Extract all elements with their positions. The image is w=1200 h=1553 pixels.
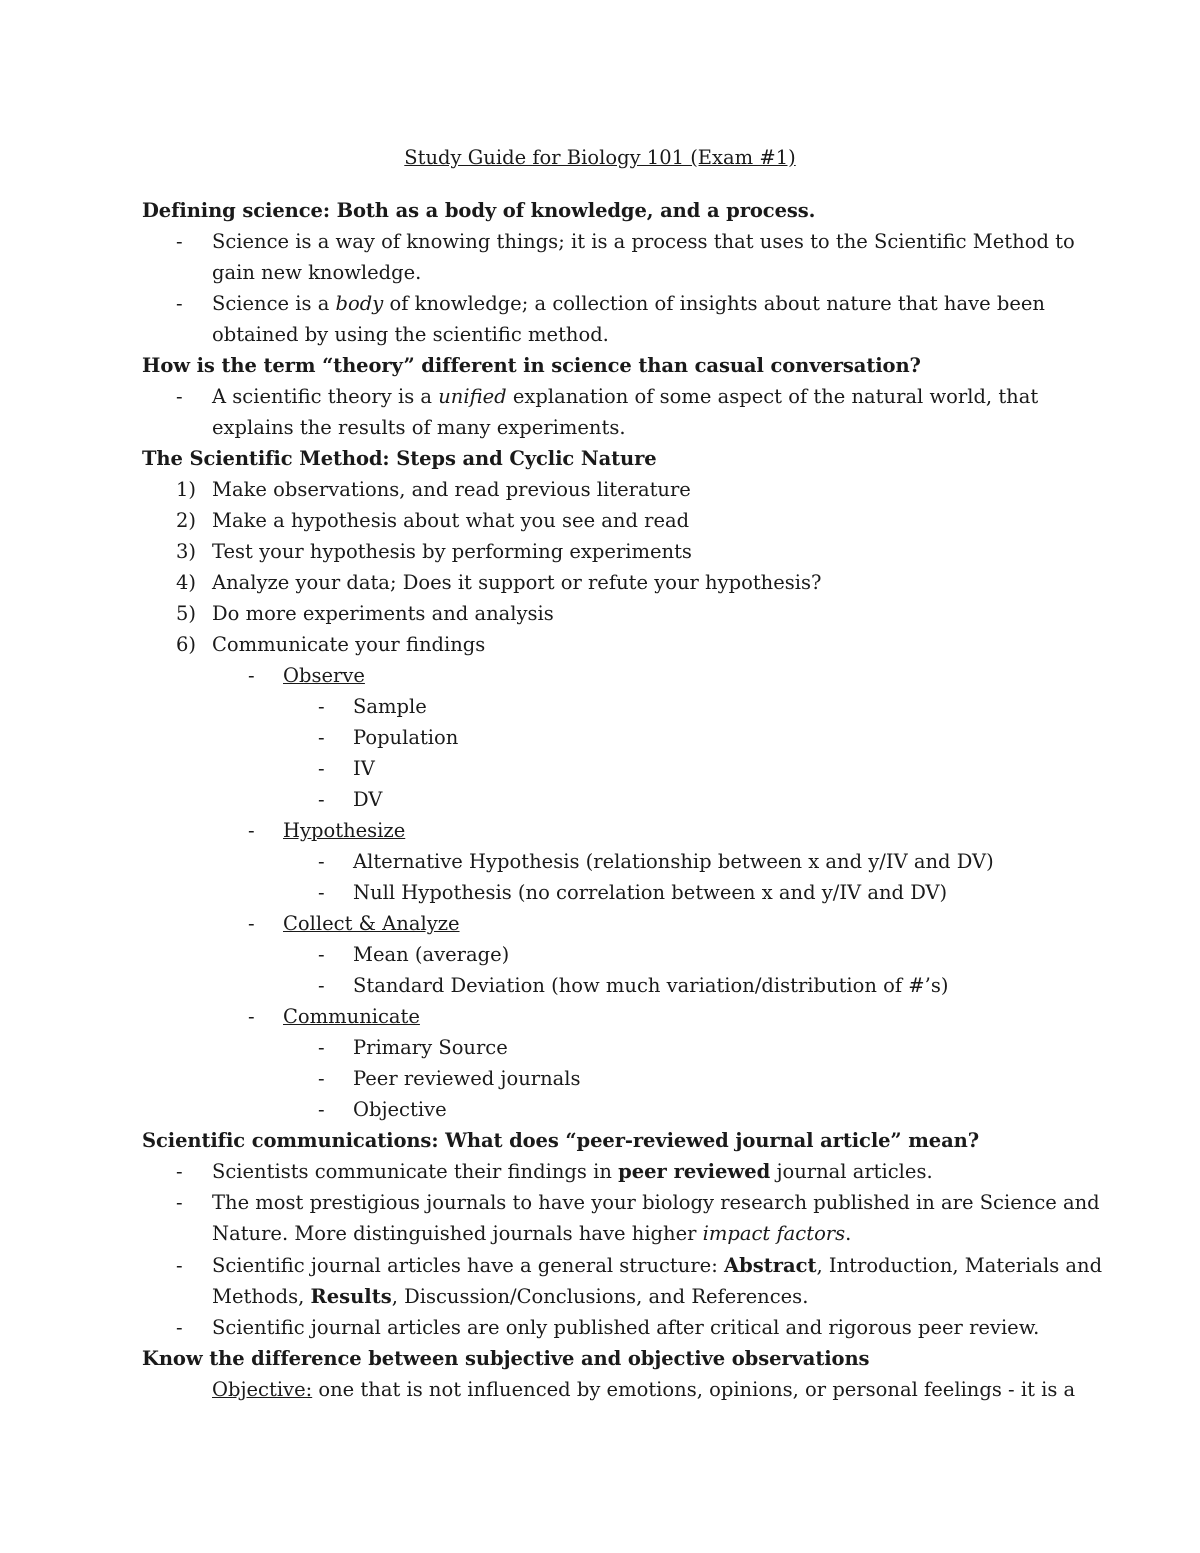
definition-term: Objective: (212, 1378, 313, 1401)
dash-marker: - (176, 1160, 183, 1183)
bullet-continuation: explains the results of many experiments. (212, 416, 626, 439)
bullet-text: A scientific theory is a unified explanation of some aspect of the natural world, that (212, 385, 1039, 408)
subgroup-item-text: DV (353, 788, 383, 811)
step-text: Make observations, and read previous literature (212, 478, 691, 501)
subgroup-item-text: Standard Deviation (how much variation/distribution of #’s) (353, 974, 949, 997)
bullet-text: The most prestigious journals to have your biology research published in are Science and (212, 1191, 1100, 1214)
dash-marker: - (176, 1191, 183, 1214)
step-number: 2) (176, 509, 197, 532)
subgroup-item-text: Null Hypothesis (no correlation between x and y/IV and DV) (353, 881, 948, 904)
dash-marker: - (248, 819, 255, 842)
dash-marker: - (176, 230, 183, 253)
step-text: Do more experiments and analysis (212, 602, 554, 625)
bullet-text: Scientists communicate their findings in peer reviewed journal articles. (212, 1160, 933, 1183)
section-heading-observations: Know the difference between subjective and objective observations (142, 1347, 870, 1370)
dash-marker: - (318, 788, 325, 811)
subgroup-item-text: Population (353, 726, 459, 749)
dash-marker: - (176, 1254, 183, 1277)
dash-marker: - (176, 292, 183, 315)
subgroup-item-text: Peer reviewed journals (353, 1067, 581, 1090)
step-number: 1) (176, 478, 197, 501)
subgroup-item-text: Sample (353, 695, 427, 718)
section-heading-communications: Scientific communications: What does “peer-reviewed journal article” mean? (142, 1129, 980, 1152)
bullet-text: Scientific journal articles are only published after critical and rigorous peer review. (212, 1316, 1040, 1339)
dash-marker: - (318, 850, 325, 873)
bullet-continuation: obtained by using the scientific method. (212, 323, 609, 346)
bullet-text: Science is a body of knowledge; a collection of insights about nature that have been (212, 292, 1045, 315)
subgroup-item-text: Primary Source (353, 1036, 508, 1059)
step-number: 4) (176, 571, 197, 594)
step-number: 6) (176, 633, 197, 656)
section-heading-scientific-method: The Scientific Method: Steps and Cyclic Nature (142, 447, 657, 470)
section-heading-theory: How is the term “theory” different in science than casual conversation? (142, 354, 921, 377)
step-number: 5) (176, 602, 197, 625)
dash-marker: - (248, 664, 255, 687)
bullet-text: Scientific journal articles have a general structure: Abstract, Introduction, Materials and (212, 1254, 1103, 1277)
dash-marker: - (248, 912, 255, 935)
subgroup-item-text: IV (353, 757, 375, 780)
dash-marker: - (318, 943, 325, 966)
subgroup-item-text: Alternative Hypothesis (relationship between x and y/IV and DV) (353, 850, 994, 873)
dash-marker: - (248, 1005, 255, 1028)
bullet-text: Science is a way of knowing things; it is a process that uses to the Scientific Method to (212, 230, 1075, 253)
step-text: Communicate your findings (212, 633, 486, 656)
dash-marker: - (318, 1098, 325, 1121)
subgroup-label: Communicate (283, 1005, 420, 1028)
dash-marker: - (318, 881, 325, 904)
bullet-continuation: gain new knowledge. (212, 261, 422, 284)
subgroup-label: Hypothesize (283, 819, 406, 842)
definition-objective (212, 1374, 1075, 1405)
bullet-continuation: Nature. More distinguished journals have higher impact factors. (212, 1222, 852, 1245)
subgroup-label: Collect & Analyze (283, 912, 460, 935)
dash-marker: - (176, 385, 183, 408)
dash-marker: - (318, 974, 325, 997)
dash-marker: - (318, 757, 325, 780)
bullet-continuation: Methods, Results, Discussion/Conclusions, and References. (212, 1285, 809, 1308)
step-text: Test your hypothesis by performing experiments (212, 540, 692, 563)
dash-marker: - (176, 1316, 183, 1339)
step-text: Make a hypothesis about what you see and read (212, 509, 690, 532)
subgroup-item-text: Objective (353, 1098, 447, 1121)
subgroup-label: Observe (283, 664, 365, 687)
dash-marker: - (318, 695, 325, 718)
step-number: 3) (176, 540, 197, 563)
dash-marker: - (318, 726, 325, 749)
subgroup-item-text: Mean (average) (353, 943, 510, 966)
section-heading-defining-science: Defining science: Both as a body of knowledge, and a process. (142, 199, 816, 222)
step-text: Analyze your data; Does it support or refute your hypothesis? (212, 571, 822, 594)
dash-marker: - (318, 1036, 325, 1059)
definition-text: one that is not influenced by emotions, opinions, or personal feelings - it is a (312, 1378, 1076, 1401)
document-title: Study Guide for Biology 101 (Exam #1) (404, 146, 796, 169)
dash-marker: - (318, 1067, 325, 1090)
